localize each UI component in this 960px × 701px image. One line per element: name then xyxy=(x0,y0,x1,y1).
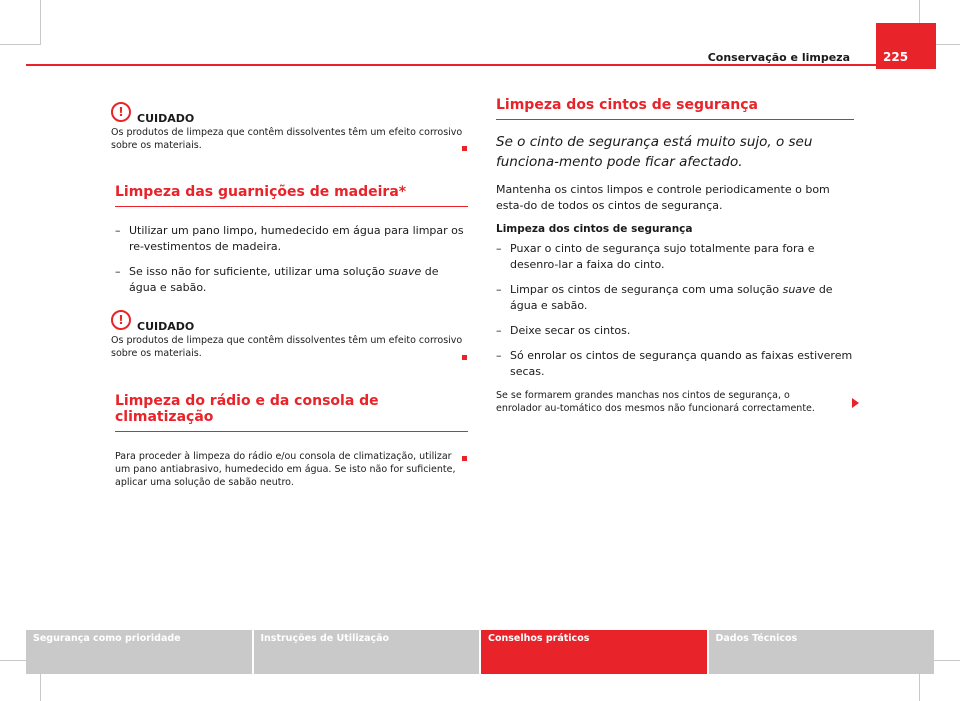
red-square-icon xyxy=(462,456,467,461)
belt-steps xyxy=(496,241,854,380)
subheading: Limpeza dos cintos de segurança xyxy=(496,223,693,235)
list-item-text: Se isso não for suficiente, utilizar uma solução xyxy=(129,265,389,278)
warning-text: Os produtos de limpeza que contêm dissolventes têm um efeito corrosivo sobre os materiais. xyxy=(111,335,463,359)
warning-text: Os produtos de limpeza que contêm dissolventes têm um efeito corrosivo sobre os materiais. xyxy=(111,127,463,151)
warning-block-2 xyxy=(111,310,468,360)
running-header-title: Conservação e limpeza xyxy=(707,51,850,64)
warning-header xyxy=(111,310,468,333)
list-item: – Só enrolar os cintos de segurança quando as faixas estiverem secas. xyxy=(496,348,854,380)
emphasis-text: suave xyxy=(388,265,422,278)
note-paragraph: Se se formarem grandes manchas nos cintos de segurança, o enrolador au-tomático dos mesmos não funcionará correctamente. xyxy=(496,390,815,414)
intro-paragraph: Mantenha os cintos limpos e controle periodicamente o bom esta-do de todos os cintos de segurança. xyxy=(496,183,830,212)
section-title: Limpeza das guarnições de madeira* xyxy=(115,184,468,207)
header-rule xyxy=(26,64,876,66)
wood-steps xyxy=(115,223,468,296)
list-item xyxy=(115,264,468,296)
right-column xyxy=(496,97,854,415)
left-column xyxy=(111,102,468,152)
emphasis-text: suave xyxy=(782,283,816,296)
list-item-text: de água e sabão. xyxy=(510,283,833,312)
crop-mark-top-left xyxy=(0,0,41,45)
exclamation-circle-icon: ! xyxy=(111,102,131,122)
exclamation-circle-icon: ! xyxy=(111,310,131,330)
tab-dados[interactable]: Dados Técnicos xyxy=(709,630,935,674)
warning-label: CUIDADO xyxy=(137,320,195,333)
red-square-icon xyxy=(462,355,467,360)
section-text: Para proceder à limpeza do rádio e/ou consola de climatização, utilizar um pano antiabrasivo, humedecido em água. Se isto não for suficiente, aplicar uma solução de sabão neutro. xyxy=(115,451,456,488)
section-title: Limpeza do rádio e da consola de climatização xyxy=(115,393,468,432)
list-item: – Utilizar um pano limpo, humedecido em água para limpar os re-vestimentos de madeira. xyxy=(115,223,468,255)
list-item-text: Limpar os cintos de segurança com uma solução xyxy=(510,283,783,296)
list-item: – Puxar o cinto de segurança sujo totalmente para fora e desenro-lar a faixa do cinto. xyxy=(496,241,854,273)
section-wood xyxy=(115,184,468,305)
list-item-text: de água e sabão. xyxy=(129,265,439,294)
page-number: 225 xyxy=(876,23,936,69)
section-title: Limpeza dos cintos de segurança xyxy=(496,97,854,120)
lead-paragraph: Se o cinto de segurança está muito sujo, o seu funciona-mento pode ficar afectado. xyxy=(496,134,813,170)
red-arrow-icon xyxy=(852,398,859,408)
tab-seguranca[interactable]: Segurança como prioridade xyxy=(26,630,252,674)
tab-conselhos[interactable]: Conselhos práticos xyxy=(481,630,707,674)
list-item xyxy=(496,282,854,314)
warning-header xyxy=(111,102,468,125)
warning-label: CUIDADO xyxy=(137,112,195,125)
red-square-icon xyxy=(462,146,467,151)
footer-tabs xyxy=(26,630,934,674)
list-item: – Deixe secar os cintos. xyxy=(496,323,854,339)
tab-instrucoes[interactable]: Instruções de Utilização xyxy=(254,630,480,674)
section-radio xyxy=(115,393,468,489)
